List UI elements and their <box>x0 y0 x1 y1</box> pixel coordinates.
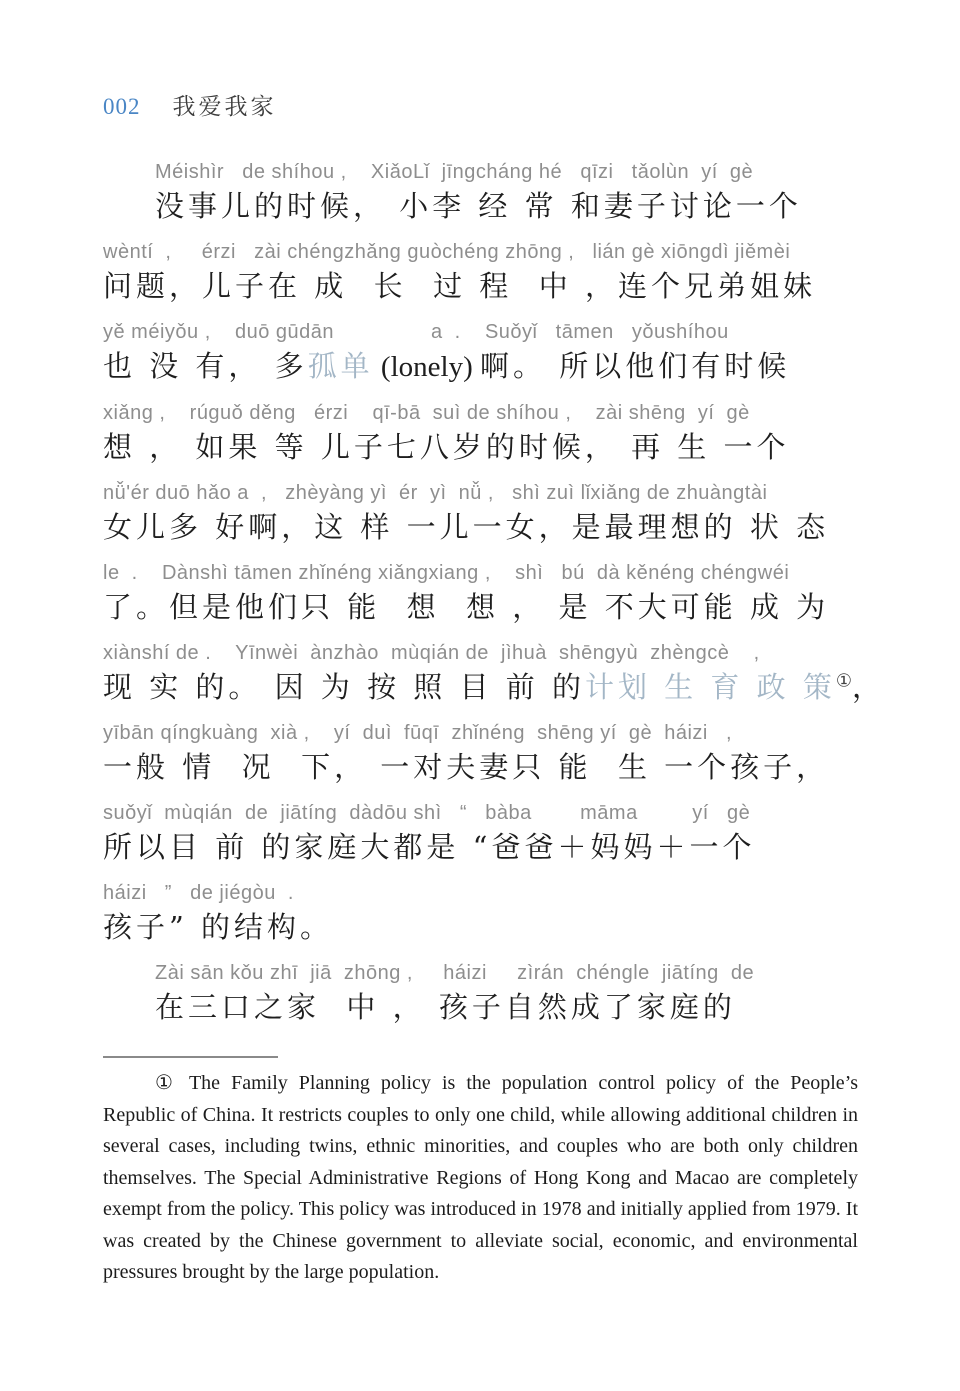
footnote-text: The Family Planning policy is the population control policy of the People’s Republic of China. It restricts couples to only one child, while allowing additional children in several cases, including twins, ethnic minorities, and couples who are both only children themselves. The Special Administrative Regions of Hong Kong and Macao are completely exempt from the policy. This policy was introduced in 1978 and initially applied from 1979. It was created by the Chinese government to alleviate social, economic, and environmental pressures brought by the large population. <box>103 1072 858 1283</box>
pinyin-line: xiǎng , rúguǒ děng érzi qī-bā suì de shíhou , zài shēng yí gè <box>103 402 750 424</box>
hanzi-text: ， <box>851 670 885 704</box>
hanzi-line: 了。但是他们只 能 想 想 ， 是 不大可能 成 为 <box>103 590 830 624</box>
hanzi-text: 啊。 所以他们有时候 <box>479 349 791 383</box>
hanzi-line: 一般 情 况 下， 一对夫妻只 能 生 一个孩子， <box>103 750 830 784</box>
lesson-text <box>103 159 885 1028</box>
pinyin-line: háizi ” de jiégòu . <box>103 882 294 904</box>
pinyin-line: wèntí , érzi zài chéngzhǎng guòchéng zhōng , lián gè xiōngdì jiěmèi <box>103 241 791 263</box>
pinyin-line: nǚ'ér duō hǎo a , zhèyàng yì ér yì nǚ , shì zuì lǐxiǎng de zhuàngtài <box>103 482 768 504</box>
text-line <box>103 880 858 948</box>
hanzi-text: 现 实 的。 因 为 按 照 目 前 的 <box>103 670 585 704</box>
vocabulary-highlight: 计划 生 育 政 策 <box>584 670 836 704</box>
pinyin-line: le . Dànshì tāmen zhǐnéng xiǎngxiang , shì bú dà kěnéng chéngwéi <box>103 562 790 584</box>
text-line <box>103 800 858 868</box>
text-line <box>103 319 858 388</box>
book-title: 我爱我家 <box>172 93 277 119</box>
footnote-marker: ① <box>155 1072 179 1094</box>
page-number: 002 <box>103 94 141 119</box>
hanzi-line <box>103 345 858 388</box>
vocabulary-highlight: 孤单 <box>307 349 374 383</box>
footnote-reference: ① <box>835 670 852 692</box>
hanzi-line: 在三口之家 中 ， 孩子自然成了家庭的 <box>155 990 736 1024</box>
hanzi-line: 孩子” 的结构。 <box>103 910 334 944</box>
footnote-section <box>103 1056 858 1289</box>
hanzi-line: 女儿多 好啊，这 样 一儿一女，是最理想的 状 态 <box>103 510 830 544</box>
text-line <box>103 159 858 227</box>
hanzi-text: 也 没 有， 多 <box>103 349 308 383</box>
hanzi-line: 所以目 前 的家庭大都是 “爸爸＋妈妈＋一个 <box>103 830 756 864</box>
hanzi-line: 想 ， 如果 等 儿子七八岁的时候， 再 生 一个 <box>103 430 790 464</box>
pinyin-line: Zài sān kǒu zhī jiā zhōng , háizi zìrán chéngle jiātíng de <box>155 962 755 984</box>
english-gloss: (lonely) <box>373 351 480 383</box>
text-line <box>103 720 858 788</box>
text-line <box>103 480 858 548</box>
pinyin-line: Méishìr de shíhou , XiǎoLǐ jīngcháng hé qīzi tǎolùn yí gè <box>155 161 754 183</box>
text-line <box>103 640 885 708</box>
hanzi-line: 问题，儿子在 成 长 过 程 中 ，连个兄弟姐妹 <box>103 269 816 303</box>
pinyin-line: suǒyǐ mùqián de jiātíng dàdōu shì “ bàba māma yí gè <box>103 802 751 824</box>
pinyin-line: yībān qíngkuàng xià , yí duì fūqī zhǐnéng shēng yí gè háizi , <box>103 722 733 744</box>
hanzi-line: 没事儿的时候， 小李 经 常 和妻子讨论一个 <box>155 189 802 223</box>
text-line <box>103 560 858 628</box>
hanzi-line <box>103 666 885 708</box>
text-line <box>103 239 858 307</box>
page-header <box>103 88 858 121</box>
footnote-divider <box>103 1056 278 1058</box>
pinyin-line: yě méiyǒu , duō gūdān a . Suǒyǐ tāmen yǒushíhou <box>103 321 729 343</box>
text-line <box>103 960 858 1028</box>
text-line <box>103 400 858 468</box>
footnote-paragraph <box>103 1068 858 1289</box>
pinyin-line: xiànshí de . Yīnwèi ànzhào mùqián de jìhuà shēngyù zhèngcè , <box>103 642 760 664</box>
